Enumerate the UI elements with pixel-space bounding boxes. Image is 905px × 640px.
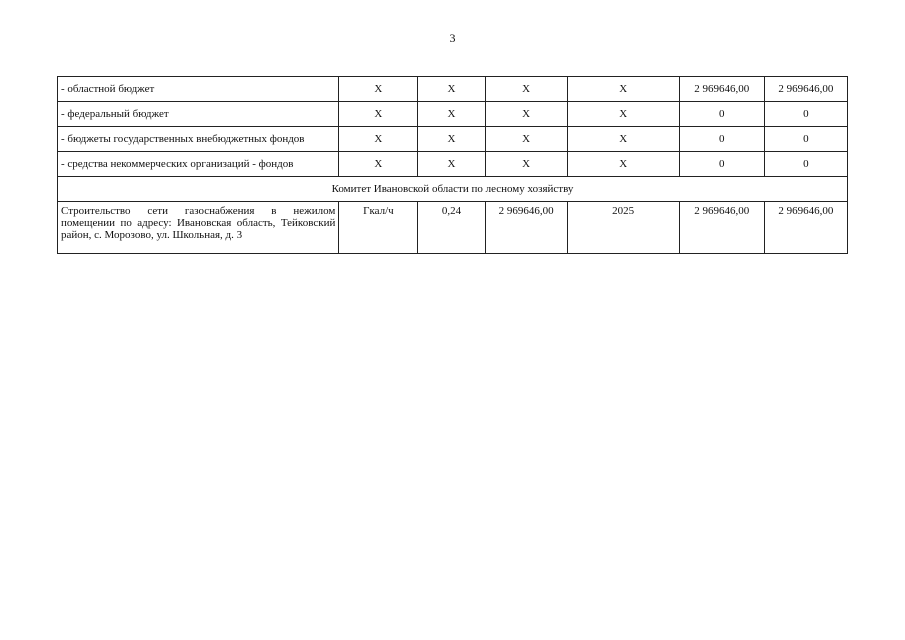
table-row-extrabudgetary-funds bbox=[58, 127, 848, 152]
object-unit: Гкал/ч bbox=[339, 202, 418, 254]
table-cell: 0 bbox=[679, 152, 764, 177]
table-cell: Х bbox=[485, 77, 567, 102]
table-cell: 2 969646,00 bbox=[679, 77, 764, 102]
row-label: - областной бюджет bbox=[58, 77, 339, 102]
table-cell: 0 bbox=[764, 127, 847, 152]
page-number: 3 bbox=[449, 31, 456, 45]
table-cell: Х bbox=[339, 77, 418, 102]
table-cell: 0 bbox=[679, 102, 764, 127]
table-cell: Х bbox=[567, 77, 679, 102]
table-cell: Х bbox=[485, 127, 567, 152]
table-cell: Х bbox=[567, 102, 679, 127]
object-year: 2025 bbox=[567, 202, 679, 254]
table-section-row bbox=[58, 177, 848, 202]
object-name: Строительство сети газоснабжения в нежилом помещении по адресу: Ивановская область, Тейковский район, с. Морозово, ул. Школьная, д. 3 bbox=[58, 202, 339, 254]
section-title: Комитет Ивановской области по лесному хозяйству bbox=[58, 177, 848, 202]
table-row-federal-budget bbox=[58, 102, 848, 127]
row-label: - федеральный бюджет bbox=[58, 102, 339, 127]
table-cell: Х bbox=[485, 152, 567, 177]
table-cell: 0 bbox=[764, 152, 847, 177]
table-cell: 0 bbox=[764, 102, 847, 127]
object-sum-1: 2 969646,00 bbox=[679, 202, 764, 254]
table-cell: 0 bbox=[679, 127, 764, 152]
object-cost: 2 969646,00 bbox=[485, 202, 567, 254]
table-cell: Х bbox=[418, 152, 485, 177]
table-cell: Х bbox=[339, 102, 418, 127]
table-cell: Х bbox=[418, 102, 485, 127]
row-label: - средства некоммерческих организаций - фондов bbox=[58, 152, 339, 177]
table-cell: Х bbox=[567, 127, 679, 152]
object-sum-2: 2 969646,00 bbox=[764, 202, 847, 254]
table-cell: Х bbox=[339, 152, 418, 177]
table-cell: Х bbox=[418, 77, 485, 102]
table-cell: Х bbox=[339, 127, 418, 152]
table-row-regional-budget bbox=[58, 77, 848, 102]
table-cell: Х bbox=[567, 152, 679, 177]
table-cell: Х bbox=[418, 127, 485, 152]
table-row-nonprofit-funds bbox=[58, 152, 848, 177]
row-label: - бюджеты государственных внебюджетных фондов bbox=[58, 127, 339, 152]
table-cell: Х bbox=[485, 102, 567, 127]
object-capacity: 0,24 bbox=[418, 202, 485, 254]
table-row-object bbox=[58, 202, 848, 254]
budget-table bbox=[57, 76, 848, 254]
table-cell: 2 969646,00 bbox=[764, 77, 847, 102]
